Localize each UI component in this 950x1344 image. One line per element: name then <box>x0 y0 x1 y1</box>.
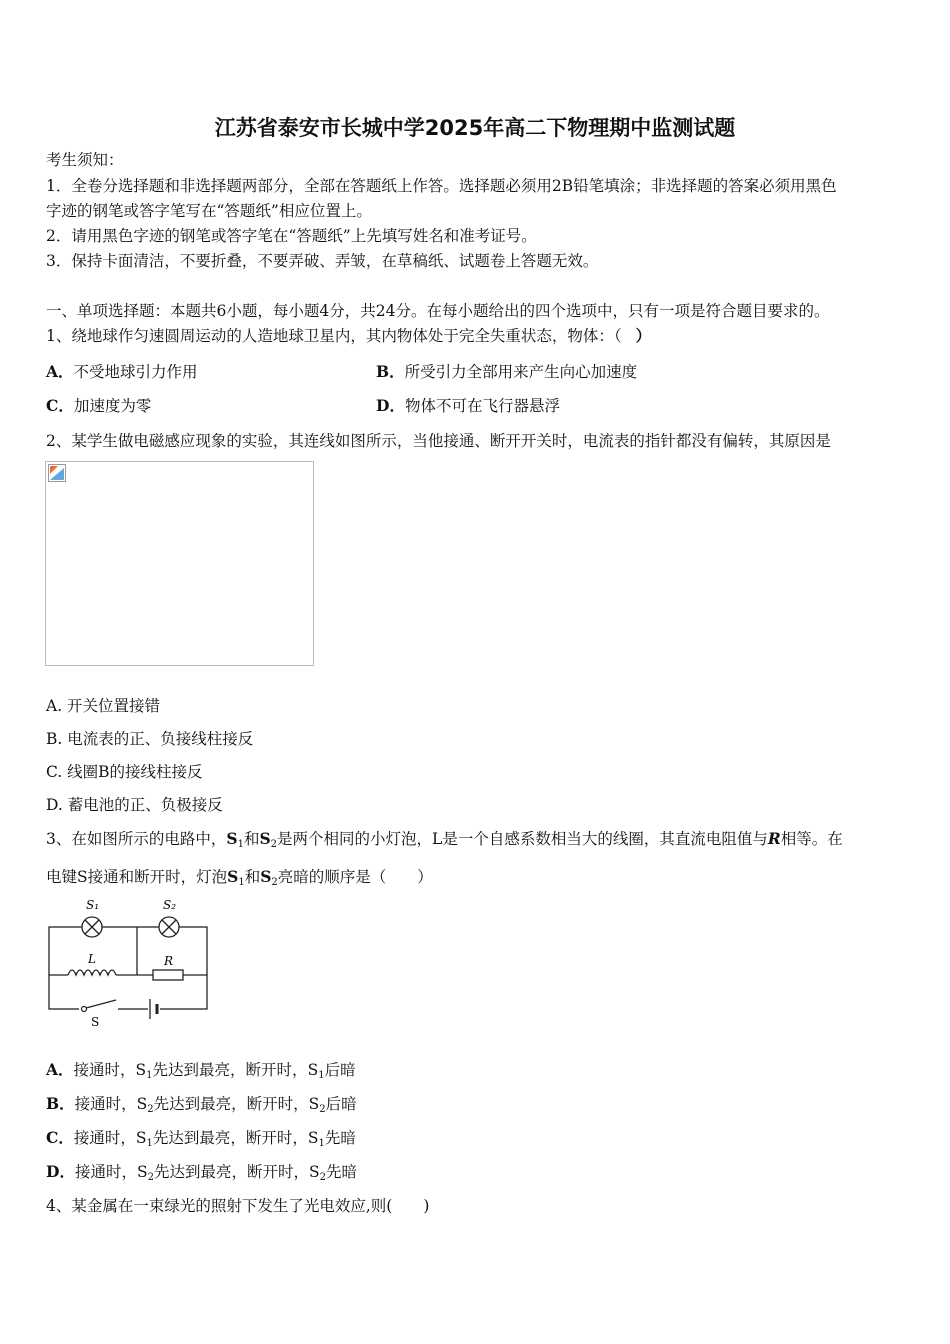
notice-item: 3．保持卡面清洁，不要折叠，不要弄破、弄皱，在草稿纸、试题卷上答题无效。 <box>46 252 599 270</box>
option-text: 加速度为零 <box>73 397 152 415</box>
label-switch: S <box>91 1015 100 1029</box>
notice-item: 字迹的钢笔或答字笔写在“答题纸”相应位置上。 <box>46 202 372 220</box>
section-heading: 一、单项选择题：本题共6小题，每小题4分，共24分。在每小题给出的四个选项中，只有一项是符合题目要求的。 <box>46 302 830 320</box>
lamp-subscript: 1 <box>318 1070 325 1081</box>
option-text: 所受引力全部用来产生向心加速度 <box>404 363 638 381</box>
lamp-subscript: 1 <box>238 877 245 888</box>
page-title: 江苏省泰安市长城中学2025年高二下物理期中监测试题 <box>214 116 736 140</box>
resistor-symbol: R <box>767 829 781 848</box>
lamp-symbol: S <box>307 1129 319 1147</box>
question-2-option-c[interactable]: C. 线圈B的接线柱接反 <box>46 763 203 781</box>
option-letter: A． <box>46 1060 74 1079</box>
stem-text: 和 <box>243 830 260 848</box>
lamp-subscript: 2 <box>147 1104 154 1115</box>
option-text: 接通时， <box>74 1095 137 1113</box>
option-text: 不受地球引力作用 <box>73 363 198 381</box>
question-3-stem <box>46 829 843 849</box>
lamp-subscript: 1 <box>318 1138 325 1149</box>
lamp-subscript: 1 <box>237 839 244 850</box>
lamp-subscript: 1 <box>146 1070 153 1081</box>
lamp-s1 <box>82 917 102 937</box>
battery <box>148 999 160 1019</box>
question-3-option-d[interactable] <box>46 1162 357 1182</box>
lamp-symbol: S <box>307 1061 319 1079</box>
question-1-option-c[interactable] <box>46 396 151 416</box>
lamp-symbol: S <box>308 1163 320 1181</box>
option-text: 先达到最亮，断开时， <box>152 1061 308 1079</box>
inductor-coil <box>68 969 116 978</box>
question-1-text: 1、绕地球作匀速圆周运动的人造地球卫星内，其内物体处于完全失重状态，物体：（ <box>46 327 622 345</box>
question-3-stem-line2 <box>46 867 433 887</box>
question-2-option-b[interactable]: B. 电流表的正、负接线柱接反 <box>46 730 254 748</box>
broken-image-placeholder <box>45 461 314 666</box>
lamp-symbol: S <box>135 1129 147 1147</box>
label-inductor: L <box>88 952 96 966</box>
notice-heading: 考生须知： <box>46 151 124 169</box>
lamp-symbol: S <box>308 1095 320 1113</box>
option-text: 先达到最亮，断开时， <box>152 1129 308 1147</box>
label-s1: S₁ <box>86 898 100 912</box>
option-letter: C． <box>46 1128 74 1147</box>
option-text: 接通时， <box>74 1163 137 1181</box>
stem-text: 是两个相同的小灯泡，L是一个自感系数相当大的线圈，其直流电阻值与 <box>277 830 768 848</box>
option-text: 接通时， <box>73 1061 136 1079</box>
option-text: 先达到最亮，断开时， <box>153 1163 309 1181</box>
lamp-symbol: S <box>136 1163 148 1181</box>
question-1-option-a[interactable] <box>46 362 198 382</box>
circuit-diagram <box>44 893 214 1029</box>
lamp-symbol: S <box>135 1061 147 1079</box>
lamp-symbol: S <box>226 829 238 848</box>
question-2-option-d[interactable]: D. 蓄电池的正、负极接反 <box>46 796 223 814</box>
option-text: 接通时， <box>73 1129 136 1147</box>
question-1-stem <box>46 326 651 346</box>
stem-text: 电键S接通和断开时，灯泡 <box>46 868 228 886</box>
question-1-paren: ） <box>635 326 652 345</box>
question-4-stem: 4、某金属在一束绿光的照射下发生了光电效应,则( ) <box>46 1197 430 1215</box>
lamp-subscript: 2 <box>319 1104 326 1115</box>
notice-item: 2．请用黑色字迹的钢笔或答字笔在“答题纸”上先填写姓名和准考证号。 <box>46 227 537 245</box>
option-text: 后暗 <box>325 1095 357 1113</box>
option-text: 先暗 <box>324 1129 356 1147</box>
option-letter: B． <box>46 1094 75 1113</box>
stem-text: 相等。在 <box>780 830 843 848</box>
option-letter: B． <box>376 362 405 381</box>
question-1-option-b[interactable] <box>376 362 637 382</box>
lamp-symbol: S <box>227 867 239 886</box>
notice-item: 1．全卷分选择题和非选择题两部分，全部在答题纸上作答。选择题必须用2B铅笔填涂；非选择题的答案必须用黑色 <box>46 177 837 195</box>
question-1-option-d[interactable] <box>376 396 560 416</box>
stem-text: 亮暗的顺序是（ ） <box>277 868 433 886</box>
option-letter: D． <box>376 396 405 415</box>
question-3-option-b[interactable] <box>46 1094 357 1114</box>
circuit-outer-wire <box>49 927 207 1009</box>
stem-text: 3、在如图所示的电路中， <box>46 830 227 848</box>
switch <box>79 1000 123 1013</box>
lamp-subscript: 2 <box>271 877 278 888</box>
broken-image-icon <box>48 464 66 482</box>
resistor <box>153 970 183 980</box>
lamp-s2 <box>159 917 179 937</box>
option-letter: C． <box>46 396 74 415</box>
option-text: 先达到最亮，断开时， <box>153 1095 309 1113</box>
lamp-symbol: S <box>259 829 271 848</box>
option-text: 物体不可在飞行器悬浮 <box>404 397 560 415</box>
label-s2: S₂ <box>163 898 177 912</box>
label-resistor: R <box>164 954 174 968</box>
option-letter: D． <box>46 1162 75 1181</box>
stem-text: 和 <box>244 868 261 886</box>
question-2-option-a[interactable]: A. 开关位置接错 <box>46 697 161 715</box>
question-3-option-c[interactable] <box>46 1128 356 1148</box>
option-text: 先暗 <box>325 1163 357 1181</box>
lamp-subscript: 2 <box>270 839 278 850</box>
lamp-symbol: S <box>136 1095 148 1113</box>
question-3-option-a[interactable] <box>46 1060 356 1080</box>
lamp-subscript: 1 <box>146 1138 153 1149</box>
lamp-subscript: 2 <box>319 1172 326 1183</box>
lamp-subscript: 2 <box>147 1172 154 1183</box>
option-text: 后暗 <box>324 1061 356 1079</box>
lamp-symbol: S <box>260 867 272 886</box>
option-letter: A． <box>46 362 74 381</box>
question-2-stem: 2、某学生做电磁感应现象的实验，其连线如图所示，当他接通、断开开关时，电流表的指针都没有偏转，其原因是 <box>46 432 831 450</box>
